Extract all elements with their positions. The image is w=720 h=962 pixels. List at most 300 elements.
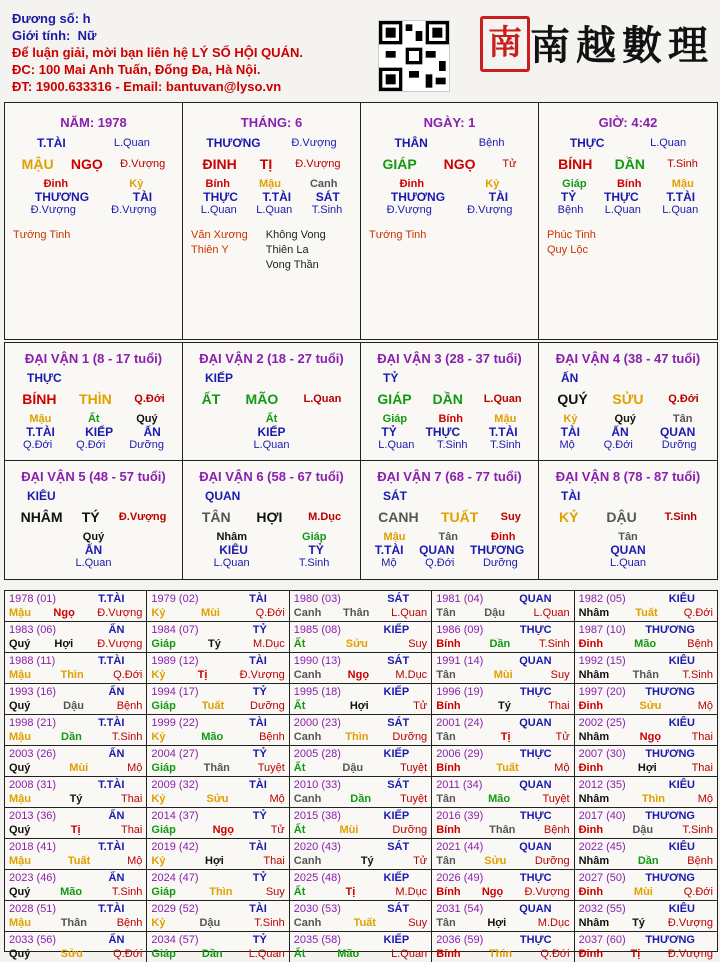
dai-van-branch: THÌN [79, 391, 112, 407]
year-label: 2004 (27) [151, 748, 199, 760]
year-cell [432, 808, 574, 839]
row [11, 413, 176, 425]
hidden-god: TÀI [132, 190, 153, 204]
year-row-bottom [579, 699, 713, 713]
year-state: Bệnh [259, 731, 285, 743]
year-row-bottom [9, 854, 142, 868]
row [13, 156, 174, 172]
row [11, 543, 176, 557]
row [547, 178, 709, 190]
year-branch: Hợi [54, 638, 74, 650]
year-row-bottom [294, 668, 427, 682]
year-cell [5, 622, 147, 653]
year-label: 2029 (52) [151, 903, 199, 915]
year-row-bottom [436, 947, 569, 961]
hidden-god: THƯƠNG [390, 190, 446, 204]
hidden-god: TỶ [381, 425, 397, 439]
dai-van-4 [539, 343, 717, 461]
year-god: THỰC [519, 686, 552, 698]
year-row-top [436, 654, 569, 668]
row [189, 425, 354, 439]
year-row-top [151, 685, 284, 699]
year-branch: Sửu [206, 793, 229, 805]
pillar-god-note: Đ.Vượng [291, 137, 337, 149]
hidden-state: Q.Đới [22, 439, 53, 451]
year-stem: Bính [436, 886, 461, 898]
year-label: 1988 (11) [9, 655, 56, 667]
dai-van-title: ĐẠI VẬN 8 (78 - 87 tuổi) [555, 469, 701, 484]
year-label: 1994 (17) [151, 686, 199, 698]
year-row-bottom [151, 637, 284, 651]
year-row-bottom [436, 668, 569, 682]
hidden-god: QUAN [419, 543, 455, 557]
hidden-state: Q.Đới [76, 439, 106, 451]
year-label: 2031 (54) [436, 903, 484, 915]
row [547, 190, 709, 204]
year-stem: Giáp [151, 762, 176, 774]
year-stem: Mậu [9, 855, 31, 867]
year-state: Mộ [697, 793, 713, 805]
hidden-god: T.TÀI [26, 425, 55, 439]
year-god: QUAN [519, 841, 552, 853]
year-stem: Mậu [9, 731, 31, 743]
hidden-stem: Kỷ [129, 178, 144, 190]
year-row-top [579, 778, 713, 792]
hidden-stem: Mậu [258, 178, 281, 190]
row [369, 204, 530, 216]
year-row-bottom [294, 637, 427, 651]
year-label: 1980 (03) [293, 593, 341, 605]
year-row-bottom [151, 947, 284, 961]
year-state: Thai [120, 824, 143, 836]
year-state: Đ.Vượng [667, 917, 713, 929]
year-row-bottom [436, 823, 569, 837]
dai-van-note: Q.Đới [134, 393, 165, 405]
year-cell [147, 746, 289, 777]
hidden-stem: Quý [136, 413, 158, 425]
year-cell [290, 746, 432, 777]
hidden-state: Đ.Vượng [30, 204, 76, 216]
year-row-top [9, 654, 142, 668]
year-cell [575, 684, 717, 715]
year-row-bottom [579, 885, 713, 899]
stars-good: Phúc Tinh Quy Lộc [547, 229, 596, 256]
pillar-title: NĂM: 1978 [60, 115, 127, 130]
year-stem: Canh [293, 855, 322, 867]
row [13, 178, 174, 190]
year-row-bottom [294, 823, 427, 837]
year-cell [290, 932, 432, 962]
year-row-bottom [436, 854, 569, 868]
year-god: QUAN [519, 717, 552, 729]
hidden-state: Bệnh [557, 204, 584, 216]
year-label: 2019 (42) [151, 841, 199, 853]
dai-van-2 [183, 343, 361, 461]
hidden-stem: Canh [309, 178, 338, 190]
pillar-branch: TỊ [259, 156, 273, 172]
year-cell [575, 901, 717, 932]
year-stem: Tân [436, 793, 456, 805]
year-branch: Thân [60, 917, 87, 929]
year-stem: Nhâm [578, 669, 610, 681]
year-branch: Thân [343, 607, 370, 619]
stars-good: Văn Xương Thiên Y [191, 229, 248, 256]
year-god: KIẾP [383, 872, 410, 884]
dai-van-god: THỰC [27, 371, 62, 385]
year-row-top [294, 623, 427, 637]
year-row-top [436, 623, 569, 637]
year-god: KIÊU [668, 655, 695, 667]
year-god: THỰC [519, 748, 552, 760]
year-row-top [436, 685, 569, 699]
year-god: THỰC [519, 872, 552, 884]
year-god: SÁT [387, 779, 410, 791]
year-row-top [294, 747, 427, 761]
year-stem: Nhâm [578, 731, 610, 743]
year-label: 2037 (60) [578, 934, 626, 946]
hidden-state: L.Quan [604, 204, 641, 216]
year-state: M.Dục [253, 638, 285, 650]
year-row-bottom [436, 730, 569, 744]
row [369, 136, 530, 150]
hidden-state: L.Quan [256, 204, 293, 216]
year-label: 1997 (20) [578, 686, 626, 698]
year-label: 1978 (01) [9, 593, 57, 605]
dai-van-title: ĐẠI VẬN 6 (58 - 67 tuổi) [199, 469, 344, 484]
year-label: 2002 (25) [578, 717, 626, 729]
year-row-bottom [151, 699, 284, 713]
year-branch: Dần [350, 793, 372, 805]
year-label: 2000 (23) [293, 717, 341, 729]
year-cell [575, 777, 717, 808]
row [369, 156, 530, 172]
year-stem: Kỷ [151, 669, 166, 681]
year-cell [575, 870, 717, 901]
year-state: T.Sinh [111, 731, 143, 743]
year-branch: Ngọ [53, 607, 75, 619]
year-branch: Tuất [67, 855, 91, 867]
row [191, 190, 352, 204]
year-branch: Tị [630, 948, 641, 960]
year-state: Mộ [127, 855, 143, 867]
pillar-4 [539, 103, 717, 339]
year-row-bottom [436, 792, 569, 806]
year-stem: Kỷ [151, 855, 166, 867]
year-cell [147, 777, 289, 808]
year-row-bottom [294, 699, 427, 713]
year-state: Bệnh [687, 638, 713, 650]
row [191, 204, 352, 216]
year-branch: Mão [201, 731, 224, 743]
pillar-branch: NGỌ [443, 156, 476, 172]
year-stem: Ất [293, 824, 306, 836]
year-label: 1979 (02) [151, 593, 199, 605]
hidden-stem: Đinh [491, 531, 516, 543]
year-state: Mộ [697, 700, 713, 712]
year-state: L.Quan [248, 948, 285, 960]
year-branch: Tị [197, 669, 208, 681]
row [189, 531, 354, 543]
year-branch: Tị [500, 731, 511, 743]
year-branch: Sửu [484, 855, 507, 867]
year-state: Suy [265, 886, 285, 898]
year-state: Tuyệt [400, 762, 428, 774]
year-label: 2006 (29) [436, 748, 484, 760]
year-stem: Canh [293, 607, 322, 619]
year-label: 1999 (22) [151, 717, 199, 729]
year-god: SÁT [387, 655, 410, 667]
year-row-bottom [436, 885, 569, 899]
dai-van-branch: DẦN [432, 391, 463, 407]
hidden-god: T.TÀI [488, 425, 518, 439]
pillar-2 [183, 103, 361, 339]
pillar-branch-note: Tử [502, 158, 517, 170]
year-row-bottom [294, 792, 427, 806]
year-cell [432, 653, 574, 684]
year-label: 2008 (31) [9, 779, 57, 791]
contact-line-3: ĐT: 1900.633316 - Email: bantuvan@lyso.vn [12, 79, 282, 94]
year-stem: Quý [9, 762, 31, 774]
hidden-state: Đ.Vượng [111, 204, 157, 216]
year-branch: Hợi [637, 762, 657, 774]
year-god: SÁT [387, 903, 410, 915]
pillar-branch-note: Đ.Vượng [120, 158, 166, 170]
year-stem: Tân [436, 669, 456, 681]
year-cell [5, 715, 147, 746]
dai-van-1 [5, 343, 183, 461]
hidden-state: Dưỡng [482, 557, 518, 569]
year-row-top [579, 933, 713, 947]
year-stem: Quý [9, 886, 31, 898]
year-cell [290, 777, 432, 808]
year-label: 2005 (28) [293, 748, 341, 760]
year-god: KIÊU [668, 841, 695, 853]
year-row-bottom [9, 699, 142, 713]
year-cell [147, 591, 289, 622]
year-god: TỶ [252, 872, 267, 884]
year-god: SÁT [387, 593, 410, 605]
year-label: 1987 (10) [578, 624, 626, 636]
hidden-god: QUAN [610, 543, 646, 557]
pillar-branch-note: Đ.Vượng [295, 158, 341, 170]
year-row-top [151, 716, 284, 730]
year-stem: Mậu [9, 917, 31, 929]
year-label: 1996 (19) [436, 686, 484, 698]
year-stem: Tân [436, 855, 456, 867]
pillar-god-note: L.Quan [113, 137, 150, 149]
dai-van-title: ĐẠI VẬN 7 (68 - 77 tuổi) [377, 469, 522, 484]
hidden-stem: Giáp [562, 178, 587, 190]
row [367, 413, 532, 425]
year-row-bottom [294, 606, 427, 620]
hidden-state: Mộ [381, 557, 397, 569]
year-row-top [579, 623, 713, 637]
year-state: Tuyệt [257, 762, 285, 774]
year-god: ẤN [108, 810, 125, 822]
dai-van-title: ĐẠI VẬN 3 (28 - 37 tuổi) [377, 351, 522, 366]
row [191, 156, 352, 172]
year-branch: Thân [632, 669, 659, 681]
year-row-bottom [579, 854, 713, 868]
year-god: T.TÀI [98, 841, 125, 853]
row [369, 190, 530, 204]
year-cell [432, 777, 574, 808]
dai-van-table [4, 342, 718, 580]
year-label: 2009 (32) [151, 779, 199, 791]
year-row-bottom [151, 854, 284, 868]
year-row-bottom [579, 606, 713, 620]
year-row-top [151, 809, 284, 823]
year-state: M.Dục [395, 886, 428, 898]
dai-van-branch: MÃO [245, 391, 279, 407]
year-branch: Tý [69, 793, 83, 805]
pillar-god-note: Bệnh [478, 137, 505, 149]
year-cell [5, 777, 147, 808]
row [547, 204, 709, 216]
year-row-bottom [579, 668, 713, 682]
year-god: KIÊU [668, 717, 695, 729]
year-god: QUAN [519, 655, 552, 667]
pillar-god: THỰC [569, 136, 605, 150]
year-label: 2013 (36) [9, 810, 57, 822]
year-row-top [294, 840, 427, 854]
year-state: Dưỡng [534, 855, 570, 867]
year-stem: Giáp [151, 824, 176, 836]
year-label: 2016 (39) [436, 810, 484, 822]
year-row-bottom [9, 947, 142, 961]
year-branch: Dậu [484, 607, 506, 619]
year-label: 2035 (58) [293, 934, 341, 946]
pillar-branch: NGỌ [70, 156, 103, 172]
row [367, 439, 532, 451]
year-branch: Thân [203, 762, 230, 774]
year-state: Q.Đới [683, 886, 713, 898]
hidden-god: TÀI [488, 190, 509, 204]
year-state: L.Quan [391, 948, 428, 960]
year-stem: Đinh [578, 762, 604, 774]
contact-line-1: Để luận giải, mời bạn liên hệ LÝ SỐ HỘI QUÁN. [12, 45, 303, 60]
hidden-state: Q.Đới [603, 439, 633, 451]
hidden-stem: Tân [618, 531, 638, 543]
hidden-stem: Giáp [302, 531, 327, 543]
pillar-stars [547, 228, 709, 258]
year-cell [5, 808, 147, 839]
year-row-top [9, 685, 142, 699]
year-row-top [579, 716, 713, 730]
year-branch: Hợi [349, 700, 369, 712]
year-god: QUAN [519, 903, 552, 915]
year-row-bottom [9, 761, 142, 775]
year-branch: Dậu [199, 917, 221, 929]
year-stem: Quý [9, 948, 31, 960]
year-stem: Giáp [151, 948, 176, 960]
year-god: ẤN [108, 624, 125, 636]
year-row-top [151, 654, 284, 668]
year-god: THỰC [519, 624, 552, 636]
pillar-god-note: L.Quan [650, 137, 687, 149]
year-label: 2028 (51) [9, 903, 57, 915]
year-row-top [151, 902, 284, 916]
dai-van-stem: TÂN [201, 509, 231, 525]
stars-good: Tướng Tinh [13, 229, 71, 241]
year-branch: Hợi [205, 855, 224, 867]
year-stem: Giáp [151, 638, 176, 650]
year-god: QUAN [519, 779, 552, 791]
row [13, 136, 174, 150]
row [545, 425, 711, 439]
year-label: 2010 (33) [293, 779, 341, 791]
year-state: Đ.Vượng [667, 948, 713, 960]
year-stem: Bính [436, 948, 461, 960]
year-label: 1989 (12) [151, 655, 199, 667]
year-stem: Ất [293, 700, 306, 712]
hidden-god: ẤN [143, 425, 161, 439]
hidden-state: L.Quan [662, 204, 699, 216]
year-cell [432, 715, 574, 746]
year-state: Bệnh [116, 917, 143, 929]
pillar-stars [191, 228, 352, 273]
year-label: 2024 (47) [151, 872, 199, 884]
year-god: TÀI [249, 903, 267, 915]
year-state: Đ.Vượng [97, 638, 143, 650]
year-stem: Canh [293, 731, 322, 743]
year-state: M.Dục [537, 917, 570, 929]
year-branch: Dần [201, 948, 223, 960]
row [547, 156, 709, 172]
year-cell [290, 901, 432, 932]
row [11, 557, 176, 569]
dai-van-branch: SỬU [612, 391, 644, 407]
year-label: 1982 (05) [578, 593, 626, 605]
year-cell [5, 746, 147, 777]
hidden-god: TỶ [308, 543, 324, 557]
year-god: TỶ [252, 686, 267, 698]
row [11, 509, 176, 525]
year-stem: Nhâm [578, 793, 610, 805]
year-row-top [151, 871, 284, 885]
pillar-god: T.TÀI [37, 136, 66, 150]
year-row-top [579, 747, 713, 761]
row [367, 391, 532, 407]
year-stem: Ất [293, 638, 306, 650]
pillar-title: GIỜ: 4:42 [598, 115, 658, 130]
year-row-top [436, 809, 569, 823]
hidden-stem: Ất [265, 413, 278, 425]
year-god: ẤN [108, 686, 125, 698]
hidden-stem: Đinh [43, 178, 69, 190]
year-god: TỶ [252, 934, 267, 946]
year-stem: Kỷ [151, 607, 166, 619]
year-row-top [9, 871, 142, 885]
year-row-top [436, 716, 569, 730]
pillar-stars [13, 228, 174, 243]
year-state: Suy [408, 917, 428, 929]
year-god: KIÊU [668, 903, 695, 915]
dai-van-stem: KỶ [558, 509, 579, 525]
year-cell [575, 932, 717, 962]
year-row-top [294, 902, 427, 916]
year-branch: Dậu [63, 700, 84, 712]
year-label: 2030 (53) [293, 903, 341, 915]
row [369, 178, 530, 190]
year-cell [5, 870, 147, 901]
year-god: TỶ [252, 810, 267, 822]
year-god: KIÊU [668, 779, 695, 791]
year-label: 2023 (46) [9, 872, 57, 884]
year-state: Dưỡng [392, 731, 428, 743]
year-row-top [436, 933, 569, 947]
year-cell [147, 870, 289, 901]
